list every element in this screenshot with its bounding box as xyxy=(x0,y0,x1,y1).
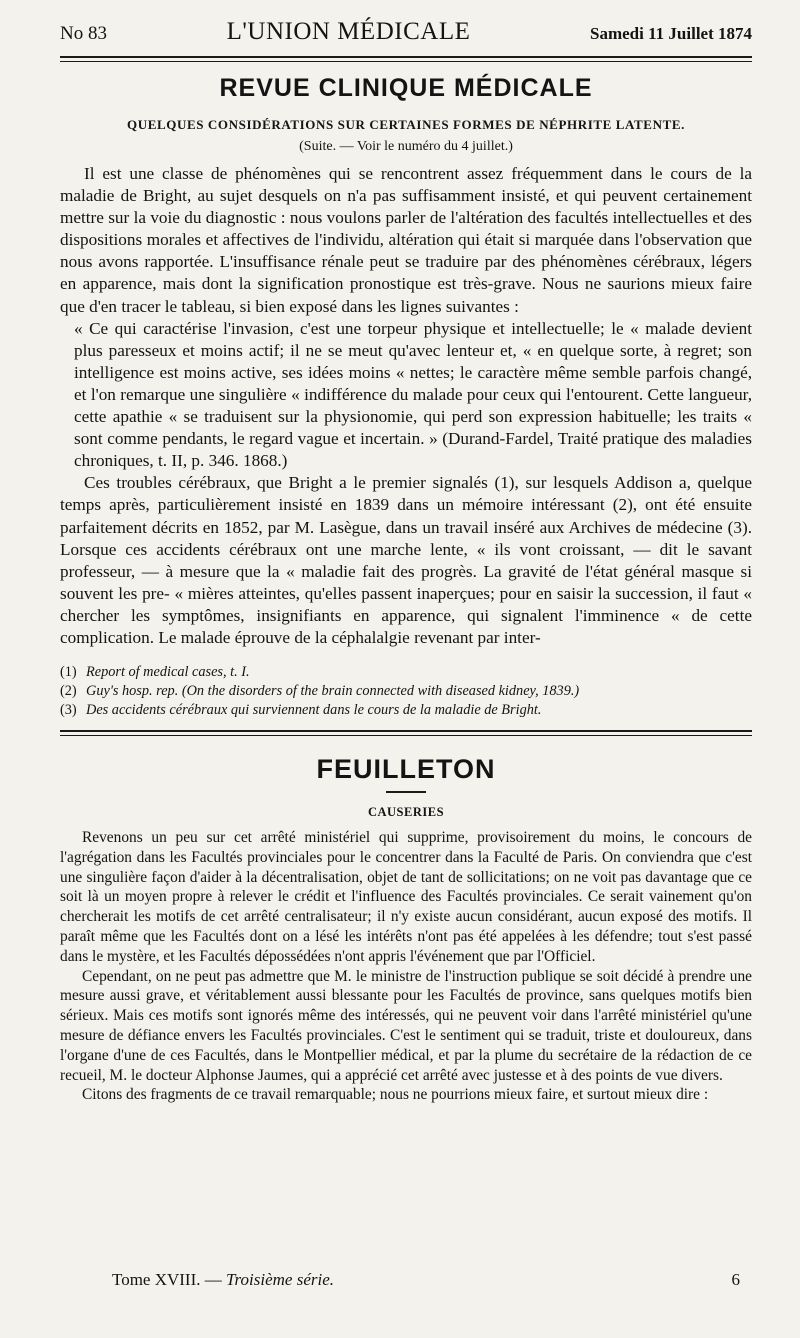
footnote-number: (1) xyxy=(60,664,77,681)
footnote-number: (2) xyxy=(60,683,77,700)
footnotes xyxy=(60,663,752,720)
footnote-text: Guy's hosp. rep. (On the disorders of the brain connected with diseased kidney, 1839.) xyxy=(86,683,580,700)
article-paragraph: Ces troubles cérébraux, que Bright a le premier signalés (1), sur lesquels Addison a, quelque temps après, particulièrement insisté en 1839 dans un mémoire intéressant (2), ont été ensuite parfaitement décrits en 1852, par M. Lasègue, dans un travail inséré aux Archives de médecine (3). Lorsque ces accidents cérébraux ont une marche lente, « ils vont croissant, — dit le savant professeur, — à mesure que la « maladie fait des progrès. La gravité de l'état général masque si souvent les pre- « mières atteintes, qu'elles passent inaperçues; pour en saisir la succession, il faut « chercher les symptômes, insignifiants en apparence, qui signalent l'imminence « de cette complication. Le malade éprouve de la céphalalgie revenant par inter- xyxy=(60,473,752,647)
footnote-text: Des accidents cérébraux qui surviennent dans le cours de la maladie de Bright. xyxy=(86,702,542,719)
journal-title: L'UNION MÉDICALE xyxy=(226,18,471,45)
feuilleton-paragraph: Revenons un peu sur cet arrêté ministériel qui supprime, provisoirement du moins, le concours de l'agrégation dans les Facultés provinciales pour le concentrer dans la Faculté de Paris. On conviendra que c'est une singulière façon d'aider à la décentralisation, objet de tant de sollicitations; on ne voit pas davantage que ce soit là un moyen propre à relever le crédit et l'influence des Facultés provinciales. Ce serait vainement qu'on chercherait les motifs de cet arrêté centralisateur; il n'y existe aucun considérant, aucun exposé des motifs. Il paraît même que les Facultés dont on a lésé les intérêts n'ont pas été appelées à les défendre; tout s'est passé dans le mystère, et les Facultés dépossédées n'ont appris l'événement que par l'Officiel. xyxy=(60,829,752,965)
feuilleton-body xyxy=(60,828,752,1105)
section-separator-rule xyxy=(60,730,752,736)
feuilleton-title: FEUILLETON xyxy=(316,754,496,785)
header-rule xyxy=(60,56,752,62)
signature-mark: 6 xyxy=(731,1270,740,1289)
volume-line xyxy=(60,1270,334,1290)
section-title: REVUE CLINIQUE MÉDICALE xyxy=(219,74,593,102)
issue-date: Samedi 11 Juillet 1874 xyxy=(590,24,752,43)
article-paragraph: Il est une classe de phénomènes qui se rencontrent assez fréquemment dans le cours de la maladie de Bright, au sujet desquels on n'a pas suffisamment insisté, et qui peuvent certainement mettre sur la voie du diagnostic : nous voulons parler de l'altération des facultés intellectuelles et des dispositions morales et affectives de l'individu, altération qui était si marquée dans l'observation que nous avons rapportée. L'insuffisance rénale peut se traduire par des phénomènes cérébraux, légers en apparence, mais dont la signification pronostique est très-grave. Nous ne saurions mieux faire que d'en tracer le tableau, si bien exposé dans les lignes suivantes : xyxy=(60,164,752,316)
footnote xyxy=(60,663,752,682)
page-footer xyxy=(60,1270,740,1290)
article-quote: « Ce qui caractérise l'invasion, c'est une torpeur physique et intellectuelle; le « malade devient plus paresseux et moins actif; il ne se meut qu'avec lenteur et, « en quelque sorte, à regret; son intelligence est moins active, ses idées moins « nettes; le caractère même semble parfois changé, et l'on remarque une singulière « indifférence du malade pour ceux qui l'entourent. Cette langueur, cette apathie « se traduisent sur la physionomie, qui perd son expression habituelle; les traits « sont comme pendants, le regard vague et incertain. » (Durand-Fardel, Traité pratique des maladies chroniques, t. II, p. 346. 1868.) xyxy=(74,318,752,471)
footnote-number: (3) xyxy=(60,702,77,719)
footnote xyxy=(60,701,752,720)
feuilleton-rule xyxy=(386,791,426,793)
feuilleton-subtitle: CAUSERIES xyxy=(367,805,445,820)
article-continuation-note: (Suite. — Voir le numéro du 4 juillet.) xyxy=(299,139,513,154)
issue-number: No 83 xyxy=(60,23,107,44)
series-label: Troisième série. xyxy=(226,1270,334,1289)
volume-label: Tome XVIII. — xyxy=(112,1270,222,1289)
article-body xyxy=(60,163,752,649)
footnote-text: Report of medical cases, t. I. xyxy=(86,664,250,681)
footnote xyxy=(60,682,752,701)
feuilleton-paragraph: Citons des fragments de ce travail remarquable; nous ne pourrions mieux faire, et surtout mieux dire : xyxy=(82,1086,709,1104)
feuilleton-paragraph: Cependant, on ne peut pas admettre que M. le ministre de l'instruction publique se soit décidé à prendre une mesure aussi grave, et véritablement aussi blessante pour les Facultés de province, sans quelques motifs bien sérieux. Mais ces motifs sont ignorés même des intéressés, qui ne peuvent voir dans l'arrêté ministériel qu'une mesure de défiance envers les Facultés provinciales. C'est le sentiment qui se traduit, triste et douloureux, dans l'organe d'une de ces Facultés, dans le Montpellier médical, et par la plume du secrétaire de la rédaction de ce recueil, M. le docteur Alphonse Jaumes, qui a apprécié cet arrêté avec justesse et à des points de vue divers. xyxy=(60,967,752,1084)
running-header xyxy=(60,18,752,54)
article-title: QUELQUES CONSIDÉRATIONS SUR CERTAINES FORMES DE NÉPHRITE LATENTE. xyxy=(127,117,685,132)
